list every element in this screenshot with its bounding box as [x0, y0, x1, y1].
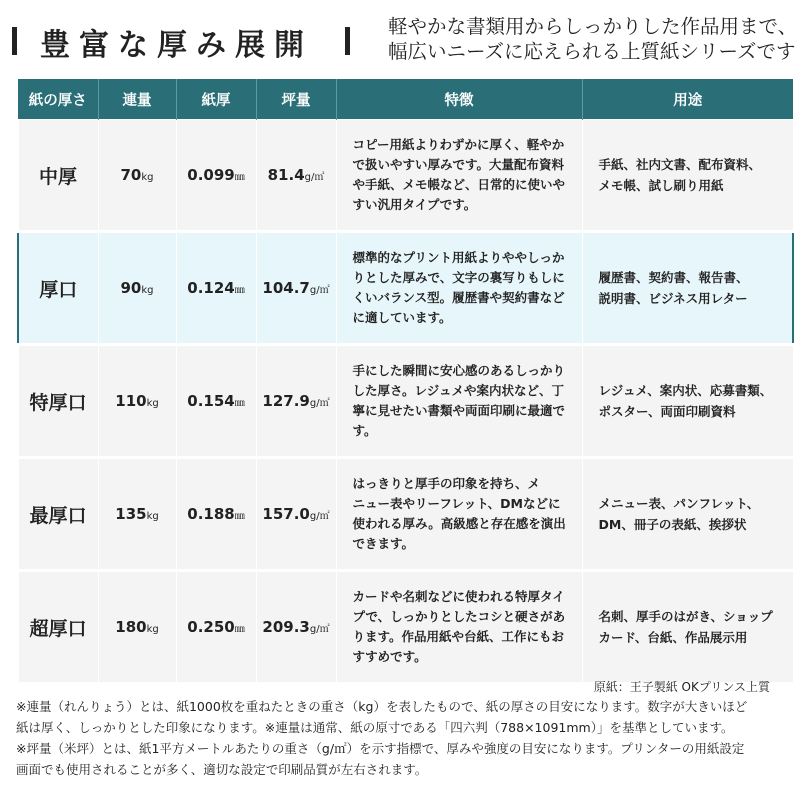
- table-header-row: [18, 79, 793, 120]
- footnote-line-2: 紙は厚く、しっかりとした印象になります。※連量は通常、紙の原寸である「四六判（788×1091mm）」を基準としています。: [16, 720, 734, 735]
- cell-thickness: 超厚口: [18, 571, 98, 683]
- feature-line: くいバランス型。履歴書や契約書など: [352, 290, 565, 305]
- cell-features: [336, 571, 582, 683]
- use-line: 履歴書、契約書、報告書、: [598, 270, 749, 285]
- feature-line: 寧に見せたい書類や両面印刷に最適で: [352, 403, 566, 418]
- title-bar-left: [12, 27, 17, 55]
- cell-caliper: [176, 120, 256, 232]
- feature-line: プで、しっかりとしたコシと硬さがあ: [352, 609, 566, 624]
- cell-weight: [98, 345, 176, 458]
- cell-weight: [98, 120, 176, 232]
- feature-line: すすめです。: [352, 649, 427, 664]
- use-line: メニュー表、パンフレット、: [598, 496, 760, 511]
- feature-line: 手にした瞬間に安心感のあるしっかり: [352, 363, 566, 378]
- basis-unit: g/㎡: [309, 285, 330, 296]
- caliper-value: 0.099: [187, 166, 235, 184]
- basis-unit: g/㎡: [309, 398, 330, 409]
- cell-basis-weight: [256, 571, 336, 683]
- use-line: 説明書、ビジネス用レター: [598, 291, 748, 306]
- table-row: [18, 345, 793, 458]
- cell-caliper: [176, 458, 256, 571]
- cell-uses: [582, 232, 793, 345]
- cell-caliper: [176, 571, 256, 683]
- cell-caliper: [176, 232, 256, 345]
- feature-line: 使われる厚み。高級感と存在感を演出: [352, 516, 566, 531]
- use-line: DM、冊子の表紙、挨拶状: [598, 517, 747, 532]
- feature-line: ります。作品用紙や台紙、工作にもお: [352, 629, 565, 644]
- cell-thickness: 中厚: [18, 120, 98, 232]
- basis-value: 209.3: [262, 618, 310, 636]
- feature-line: コピー用紙よりわずかに厚く、軽やか: [352, 137, 565, 152]
- caliper-unit: ㎜: [234, 285, 245, 296]
- cell-basis-weight: [256, 458, 336, 571]
- col-header-thickness: 紙の厚さ: [18, 79, 98, 120]
- caliper-value: 0.250: [187, 618, 235, 636]
- weight-value: 90: [120, 279, 142, 297]
- col-header-uses: 用途: [582, 79, 793, 120]
- cell-basis-weight: [256, 120, 336, 232]
- table-row: [18, 458, 793, 571]
- cell-caliper: [176, 345, 256, 458]
- cell-weight: [98, 232, 176, 345]
- caliper-value: 0.188: [187, 505, 235, 523]
- cell-basis-weight: [256, 232, 336, 345]
- paper-thickness-table: [17, 79, 794, 683]
- cell-thickness: 厚口: [18, 232, 98, 345]
- col-header-basis-weight: 坪量: [256, 79, 336, 120]
- weight-value: 70: [120, 166, 142, 184]
- weight-value: 180: [115, 618, 147, 636]
- basis-value: 104.7: [262, 279, 310, 297]
- weight-unit: kg: [146, 624, 159, 635]
- weight-unit: kg: [141, 172, 154, 183]
- caliper-unit: ㎜: [234, 511, 245, 522]
- caliper-unit: ㎜: [234, 172, 245, 183]
- use-line: ポスター、両面印刷資料: [598, 404, 736, 419]
- basis-value: 81.4: [267, 166, 305, 184]
- use-line: 手紙、社内文書、配布資料、: [598, 157, 762, 172]
- cell-uses: [582, 458, 793, 571]
- basis-unit: g/㎡: [309, 511, 330, 522]
- cell-uses: [582, 571, 793, 683]
- feature-line: に適しています。: [352, 310, 452, 325]
- cell-thickness: 特厚口: [18, 345, 98, 458]
- cell-uses: [582, 345, 793, 458]
- feature-line: 標準的なプリント用紙よりややしっか: [352, 250, 565, 265]
- caliper-unit: ㎜: [234, 398, 245, 409]
- source-note: 原紙：王子製紙 OKプリンス上質: [593, 680, 770, 694]
- weight-unit: kg: [146, 511, 159, 522]
- caliper-value: 0.154: [187, 392, 235, 410]
- cell-features: [336, 232, 582, 345]
- cell-uses: [582, 120, 793, 232]
- caliper-value: 0.124: [187, 279, 235, 297]
- table-row: [18, 571, 793, 683]
- caliper-unit: ㎜: [234, 624, 245, 635]
- cell-weight: [98, 458, 176, 571]
- cell-features: [336, 345, 582, 458]
- table-row: [18, 232, 793, 345]
- weight-unit: kg: [146, 398, 159, 409]
- feature-line: や手紙、メモ帳など、日常的に使いや: [352, 177, 566, 192]
- page-header: [0, 0, 800, 78]
- cell-basis-weight: [256, 345, 336, 458]
- feature-line: できます。: [352, 536, 415, 551]
- cell-features: [336, 120, 582, 232]
- use-line: 名刺、厚手のはがき、ショップ: [598, 609, 773, 624]
- weight-value: 135: [115, 505, 147, 523]
- weight-value: 110: [115, 392, 147, 410]
- feature-line: す。: [352, 423, 377, 438]
- use-line: メモ帳、試し刷り用紙: [598, 178, 724, 193]
- footnote-line-4: 画面でも使用されることが多く、適切な設定で印刷品質が左右されます。: [16, 762, 428, 777]
- title-bar-right: [345, 27, 350, 55]
- cell-weight: [98, 571, 176, 683]
- col-header-caliper: 紙厚: [176, 79, 256, 120]
- feature-line: で扱いやすい厚みです。大量配布資料: [352, 157, 565, 172]
- footnote-line-3: ※坪量（米坪）とは、紙1平方メートルあたりの重さ（g/㎡）を示す指標で、厚みや強度の目安になります。プリンターの用紙設定: [16, 741, 745, 756]
- subtitle-line-1: 軽やかな書類用からしっかりした作品用まで、: [388, 15, 798, 38]
- feature-line: すい汎用タイプです。: [352, 197, 477, 212]
- feature-line: ニュー表やリーフレット、DMなどに: [352, 496, 561, 511]
- table-row: [18, 120, 793, 232]
- footnote-line-1: ※連量（れんりょう）とは、紙1000枚を重ねたときの重さ（kg）を表したもので、紙の厚さの目安になります。数字が大きいほど: [16, 699, 748, 714]
- feature-line: した厚さ。レジュメや案内状など、丁: [352, 383, 564, 398]
- use-line: レジュメ、案内状、応募書類、: [598, 383, 773, 398]
- basis-unit: g/㎡: [309, 624, 330, 635]
- cell-features: [336, 458, 582, 571]
- feature-line: りとした厚みで、文字の裏写りもしに: [352, 270, 565, 285]
- page-title: 豊富な厚み展開: [40, 28, 313, 63]
- basis-value: 157.0: [262, 505, 310, 523]
- subtitle-line-2: 幅広いニーズに応えられる上質紙シリーズです: [388, 40, 796, 63]
- feature-line: はっきりと厚手の印象を持ち、メ: [352, 476, 541, 491]
- cell-thickness: 最厚口: [18, 458, 98, 571]
- use-line: カード、台紙、作品展示用: [598, 630, 748, 645]
- weight-unit: kg: [141, 285, 154, 296]
- basis-value: 127.9: [262, 392, 310, 410]
- col-header-weight: 連量: [98, 79, 176, 120]
- feature-line: カードや名刺などに使われる特厚タイ: [352, 589, 565, 604]
- basis-unit: g/㎡: [304, 172, 325, 183]
- col-header-features: 特徴: [336, 79, 582, 120]
